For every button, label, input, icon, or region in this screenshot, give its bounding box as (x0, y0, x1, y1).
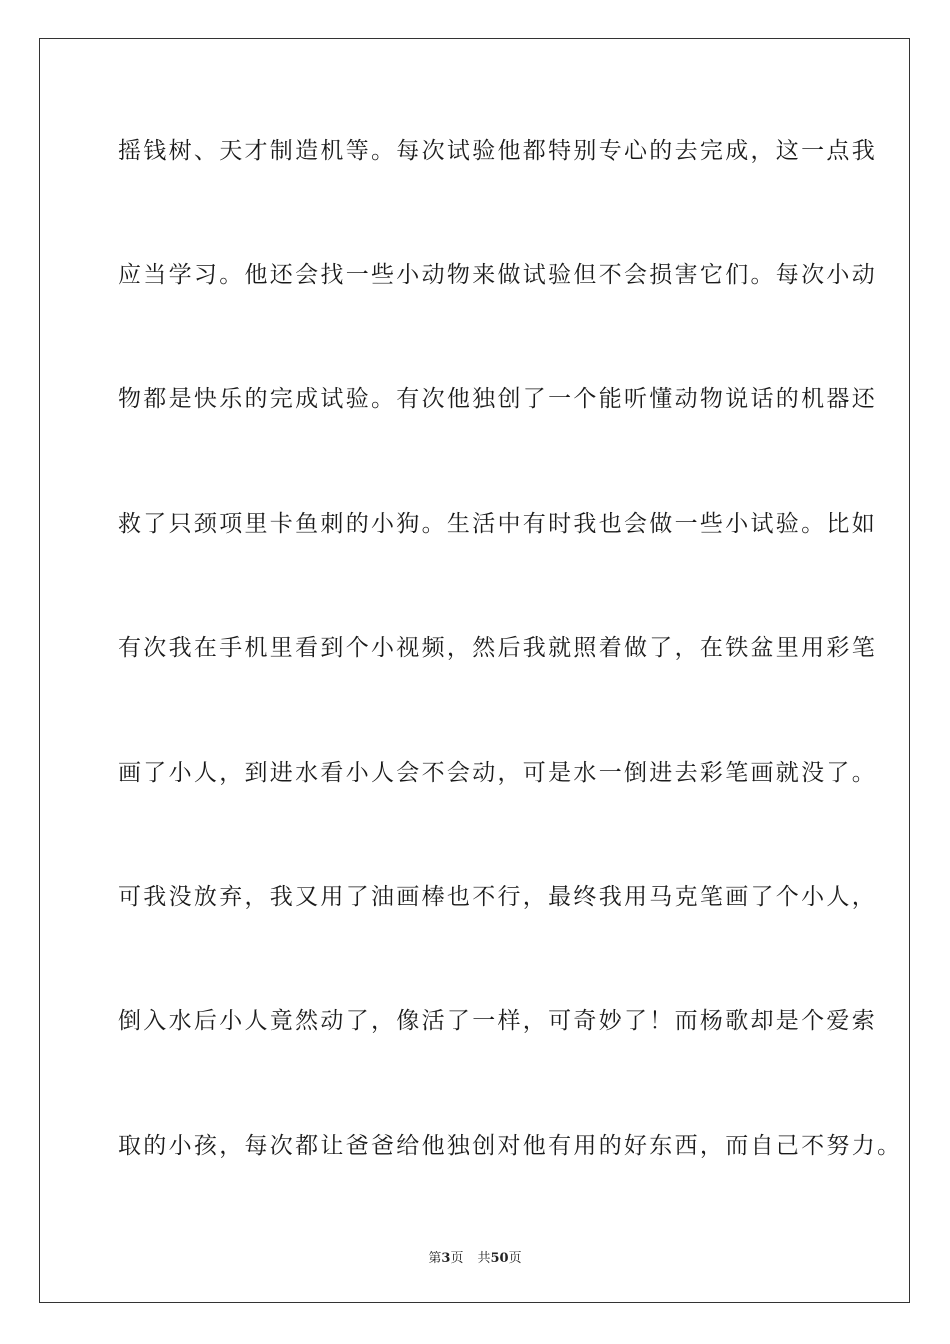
text-line-1: 摇钱树、天才制造机等。每次试验他都特别专心的去完成，这一点我 (118, 138, 877, 164)
text-line-2: 应当学习。他还会找一些小动物来做试验但不会损害它们。每次小动 (118, 262, 877, 288)
text-line-3: 物都是快乐的完成试验。有次他独创了一个能听懂动物说话的机器还 (118, 386, 877, 412)
page-suffix: 页 (450, 1251, 464, 1266)
page-total: 50 (490, 1251, 509, 1266)
text-line-8: 倒入水后小人竟然动了，像活了一样，可奇妙了！而杨歌却是个爱索 (118, 1008, 877, 1034)
text-line-7: 可我没放弃，我又用了油画棒也不行，最终我用马克笔画了个小人， (118, 884, 877, 910)
text-line-9: 取的小孩，每次都让爸爸给他独创对他有用的好东西，而自己不努力。 (118, 1133, 903, 1159)
total-suffix: 页 (508, 1251, 522, 1266)
page-prefix: 第 (428, 1251, 442, 1266)
text-line-5: 有次我在手机里看到个小视频，然后我就照着做了，在铁盆里用彩笔 (118, 635, 877, 661)
text-line-4: 救了只颈项里卡鱼刺的小狗。生活中有时我也会做一些小试验。比如 (118, 511, 877, 537)
page-current: 3 (441, 1251, 451, 1266)
text-line-6: 画了小人，到进水看小人会不会动，可是水一倒进去彩笔画就没了。 (118, 760, 877, 786)
total-prefix: 共 (477, 1251, 491, 1266)
page-footer (0, 1247, 950, 1266)
page-border (39, 38, 910, 1303)
